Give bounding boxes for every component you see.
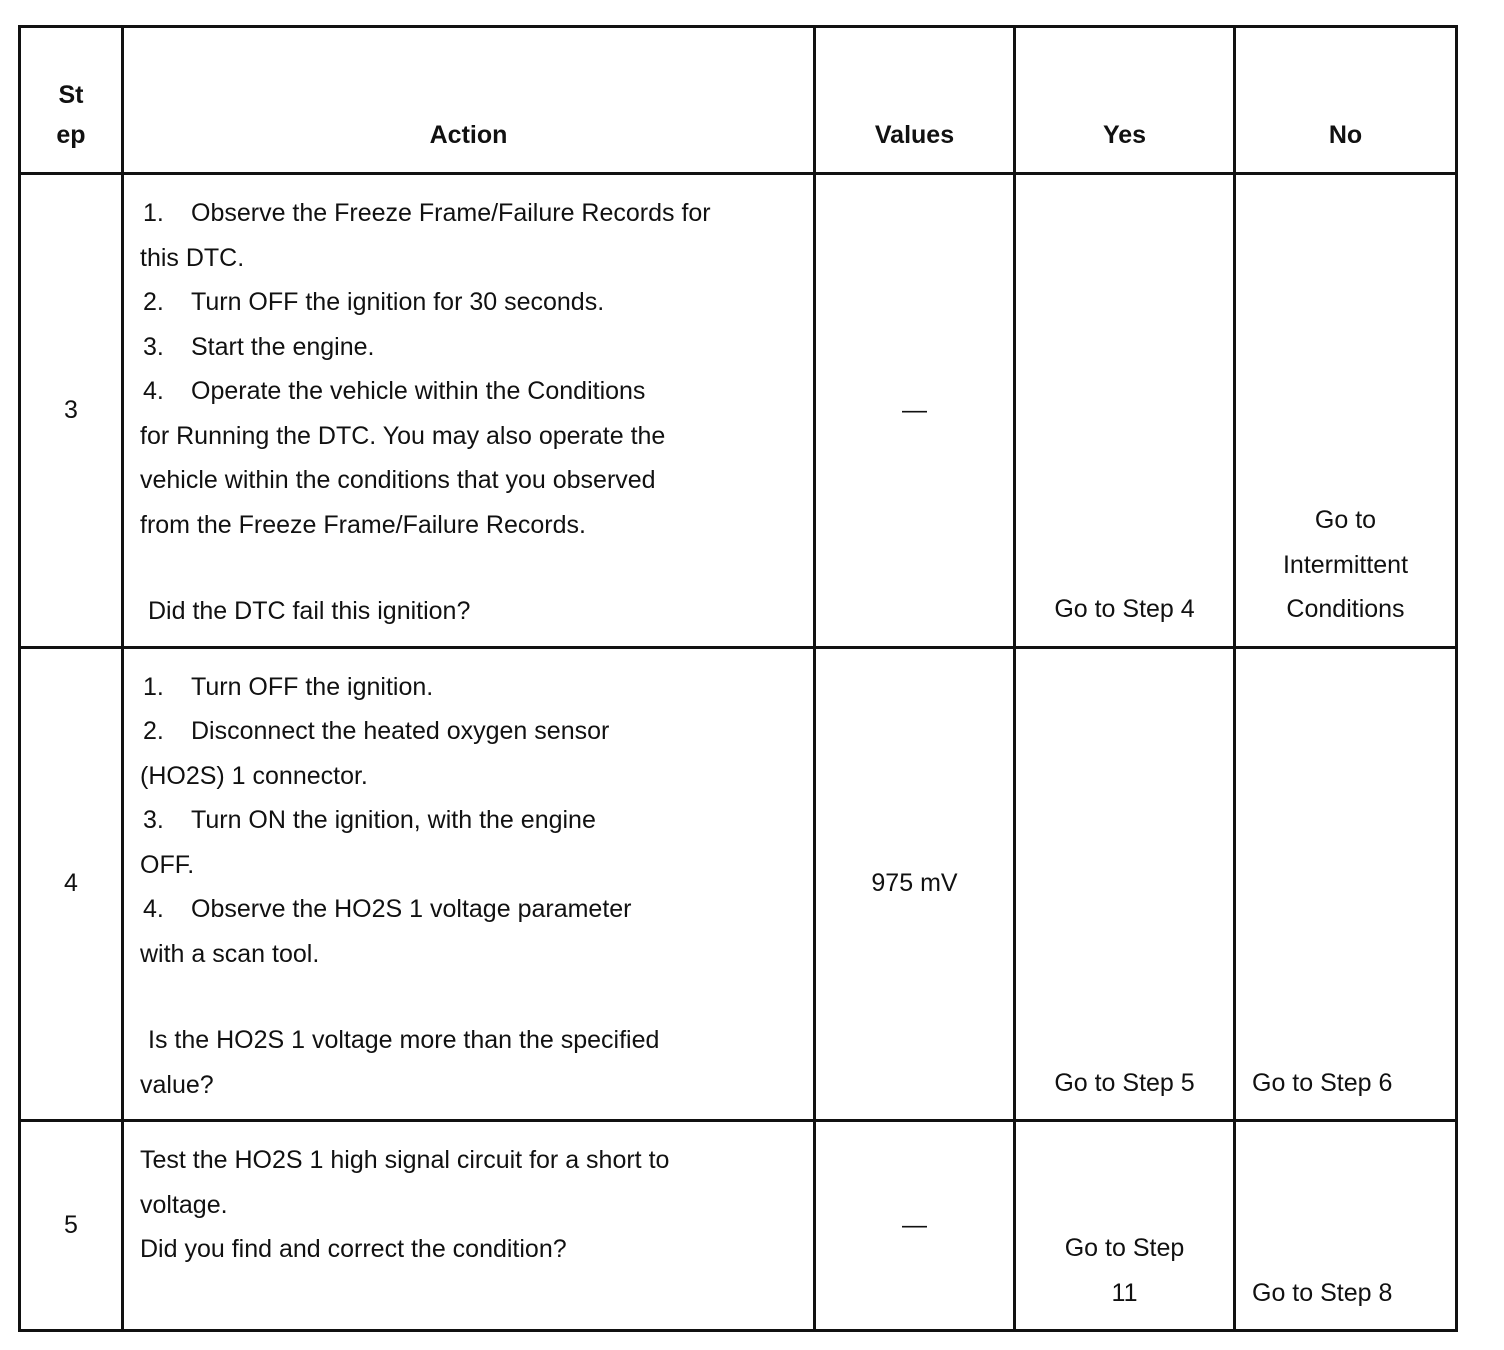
action-question: Is the HO2S 1 voltage more than the specified [148, 1026, 660, 1054]
action-line: 4. Observe the HO2S 1 voltage parameter [143, 895, 632, 923]
header-step-line1: St [58, 81, 84, 109]
no-cell [1235, 174, 1457, 648]
action-line: OFF. [140, 850, 195, 879]
action-line: vehicle within the conditions that you observed [140, 466, 656, 494]
header-no: No [1235, 27, 1457, 174]
header-yes: Yes [1015, 27, 1235, 174]
yes-cell: Go to Step 4 [1015, 174, 1235, 648]
action-line: voltage. [140, 1190, 228, 1219]
no-cell: Go to Step 8 [1235, 1121, 1457, 1331]
header-action: Action [123, 27, 815, 174]
table-row-step-3 [20, 174, 1457, 648]
header-step-line2: ep [56, 121, 86, 149]
yes-line: Go to Step [1064, 1234, 1185, 1262]
action-line: this DTC. [140, 243, 245, 272]
action-line: 4. Operate the vehicle within the Conditions [143, 377, 646, 405]
action-line: (HO2S) 1 connector. [140, 761, 368, 790]
table-row-step-5 [20, 1121, 1457, 1331]
value-cell: — [815, 174, 1015, 648]
step-number: 5 [20, 1121, 123, 1331]
yes-cell [1015, 1121, 1235, 1331]
action-line: Test the HO2S 1 high signal circuit for a short to [140, 1146, 670, 1174]
no-line: Conditions [1286, 595, 1405, 623]
action-question: Did the DTC fail this ignition? [148, 597, 471, 625]
action-line: 3. Turn ON the ignition, with the engine [143, 806, 596, 834]
action-line: for Running the DTC. You may also operate the [140, 421, 666, 450]
no-line: Go to [1314, 506, 1377, 534]
action-line: 2. Turn OFF the ignition for 30 seconds. [143, 288, 605, 316]
action-line: 1. Turn OFF the ignition. [143, 672, 434, 701]
step-number: 4 [20, 647, 123, 1121]
header-row [20, 27, 1457, 174]
action-cell [123, 1121, 815, 1331]
action-line: 3. Start the engine. [143, 332, 375, 361]
header-step [20, 27, 123, 174]
table-row-step-4 [20, 647, 1457, 1121]
action-question: value? [140, 1070, 214, 1099]
action-line: Did you find and correct the condition? [140, 1235, 567, 1263]
action-line: 2. Disconnect the heated oxygen sensor [143, 717, 610, 745]
action-line: 1. Observe the Freeze Frame/Failure Records for [143, 199, 711, 227]
yes-cell: Go to Step 5 [1015, 647, 1235, 1121]
action-cell [123, 647, 815, 1121]
no-cell: Go to Step 6 [1235, 647, 1457, 1121]
no-line: Intermittent [1282, 550, 1409, 579]
value-cell: 975 mV [815, 647, 1015, 1121]
value-cell: — [815, 1121, 1015, 1331]
action-line: with a scan tool. [140, 939, 320, 968]
step-number: 3 [20, 174, 123, 648]
action-line: from the Freeze Frame/Failure Records. [140, 510, 586, 539]
action-cell [123, 174, 815, 648]
yes-line: 11 [1111, 1278, 1138, 1307]
header-values: Values [815, 27, 1015, 174]
diagnostic-table [18, 25, 1458, 1332]
